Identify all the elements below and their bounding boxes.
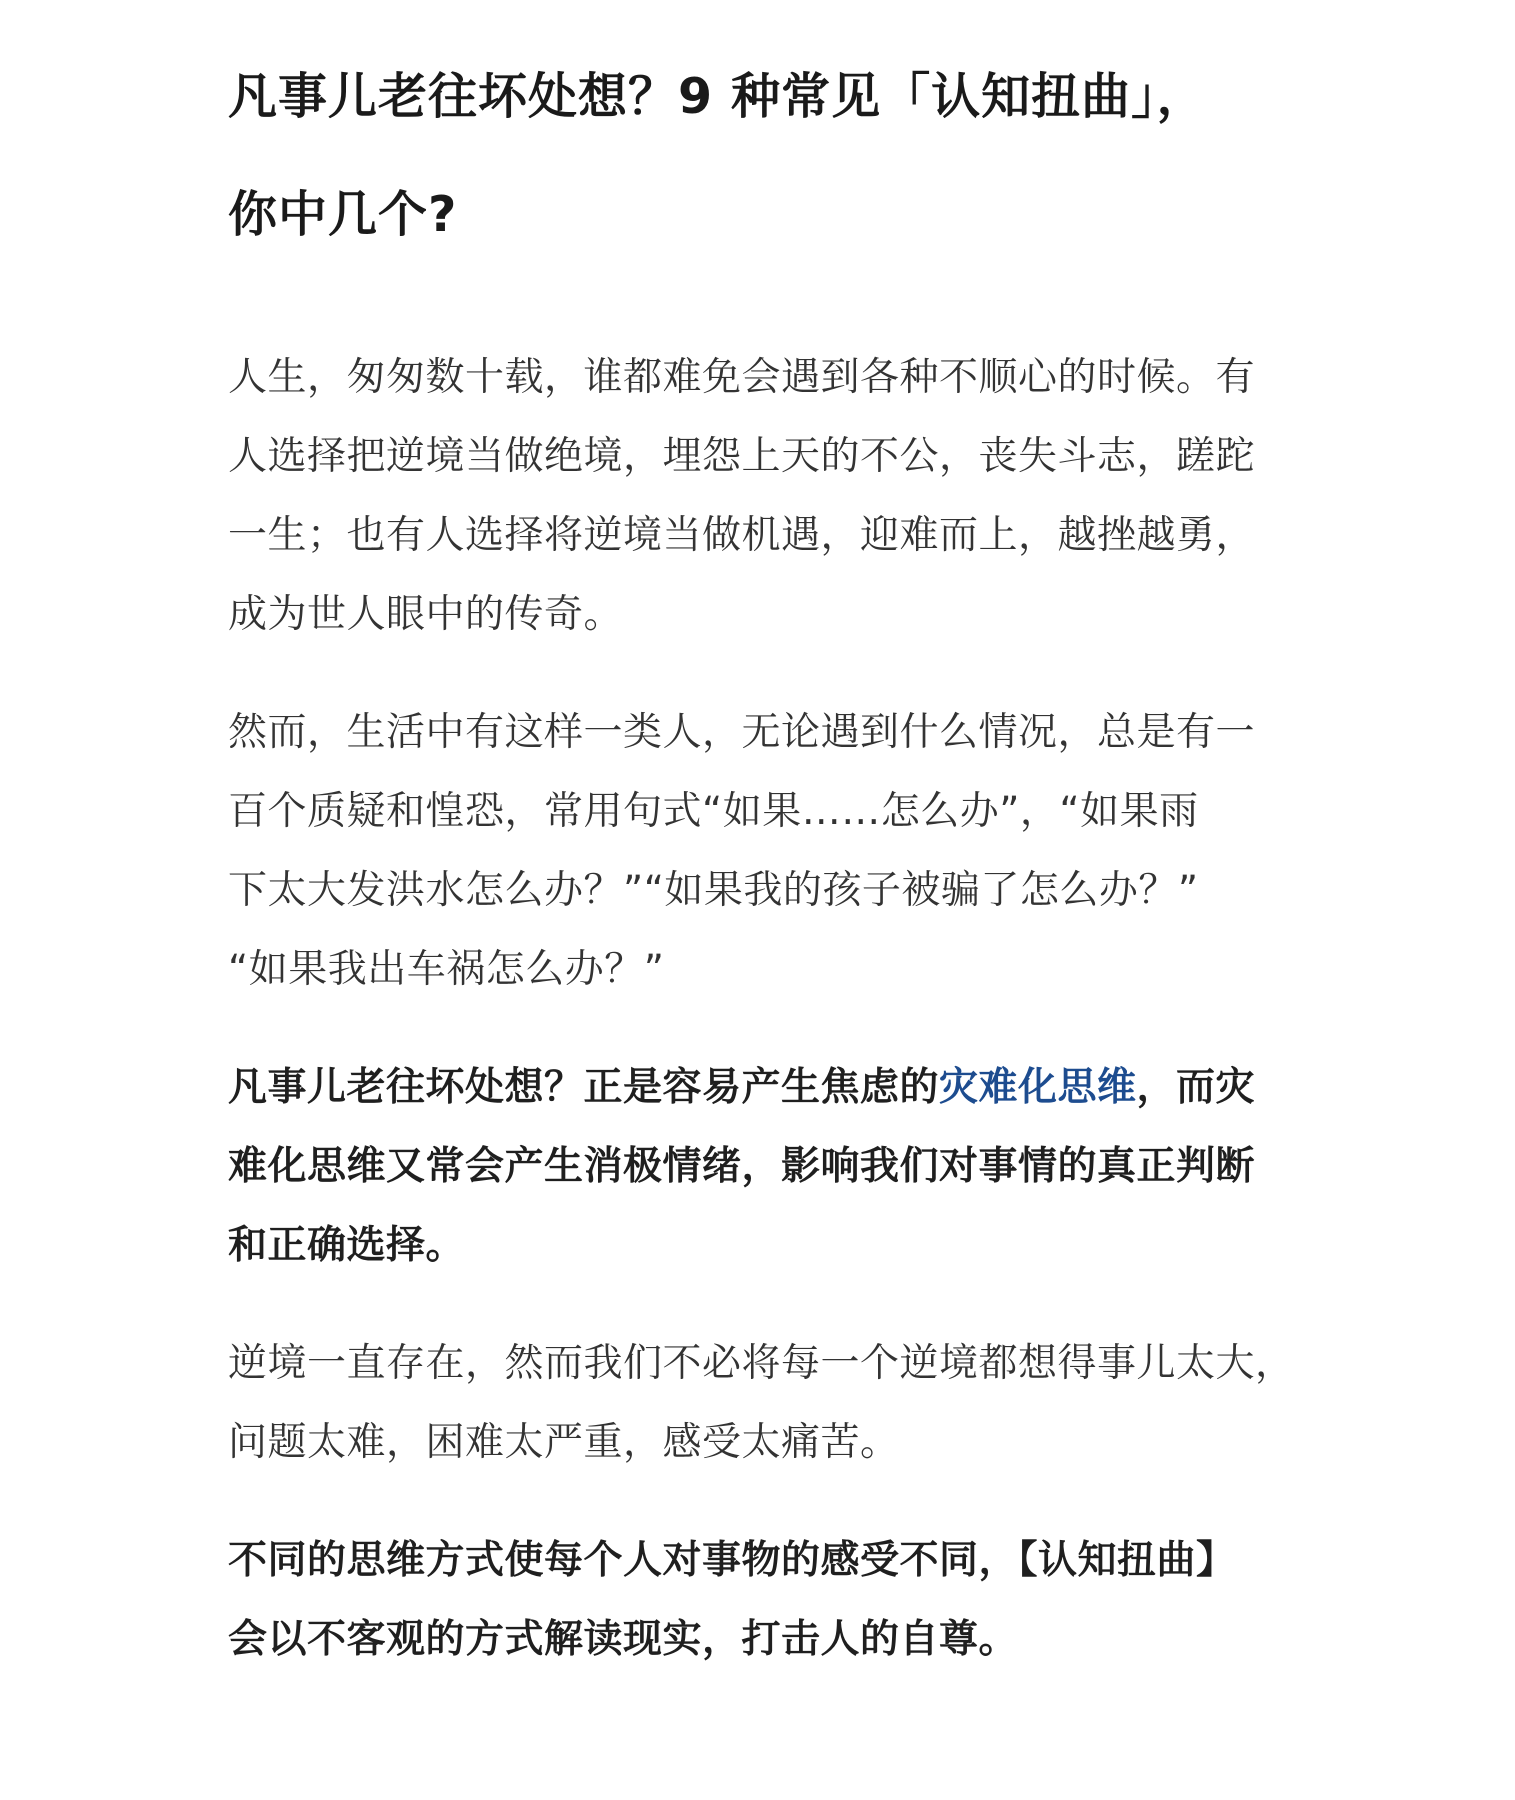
- text-segment: ，而灾: [1136, 1065, 1256, 1110]
- text-line: 会以不客观的方式解读现实，打击人的自尊。: [228, 1617, 1019, 1662]
- text-line: 和正确选择。: [228, 1223, 466, 1268]
- text-line: 人选择把逆境当做绝境，埋怨上天的不公，丧失斗志，蹉跎: [228, 434, 1256, 479]
- text-line: “如果我出车祸怎么办？”: [228, 947, 665, 992]
- article-title: [228, 38, 1308, 274]
- text-line: 成为世人眼中的传奇。: [228, 592, 624, 637]
- text-line: 一生；也有人选择将逆境当做机遇，迎难而上，越挫越勇，: [228, 513, 1256, 558]
- article: [228, 38, 1308, 1679]
- highlight-term: 灾难化思维: [939, 1065, 1137, 1110]
- text-line: 问题太难，困难太严重，感受太痛苦。: [228, 1420, 900, 1465]
- text-segment: 凡事儿老往坏处想？正是容易产生焦虑的: [228, 1065, 940, 1110]
- paragraph-catastrophizing: [228, 1048, 1308, 1285]
- text-line: 下太大发洪水怎么办？”“如果我的孩子被骗了怎么办？”: [228, 868, 1199, 913]
- paragraph-cognitive-distortion: [228, 1521, 1308, 1679]
- text-line: 人生，匆匆数十载，谁都难免会遇到各种不顺心的时候。有: [228, 355, 1256, 400]
- paragraph-adversity: [228, 1324, 1308, 1482]
- text-line: 不同的思维方式使每个人对事物的感受不同，【认知扭曲】: [228, 1538, 1236, 1583]
- paragraph-intro: [228, 338, 1308, 654]
- text-line: 百个质疑和惶恐，常用句式“如果……怎么办”，“如果雨: [228, 789, 1199, 834]
- text-line: 逆境一直存在，然而我们不必将每一个逆境都想得事儿太大，: [228, 1341, 1295, 1386]
- title-line: 凡事儿老往坏处想？9 种常见「认知扭曲」，: [228, 68, 1207, 125]
- title-line: 你中几个?: [228, 186, 458, 243]
- paragraph-what-if: [228, 693, 1308, 1009]
- text-line: 难化思维又常会产生消极情绪，影响我们对事情的真正判断: [228, 1144, 1256, 1189]
- text-line: [228, 1048, 1308, 1127]
- text-line: 然而，生活中有这样一类人，无论遇到什么情况，总是有一: [228, 710, 1256, 755]
